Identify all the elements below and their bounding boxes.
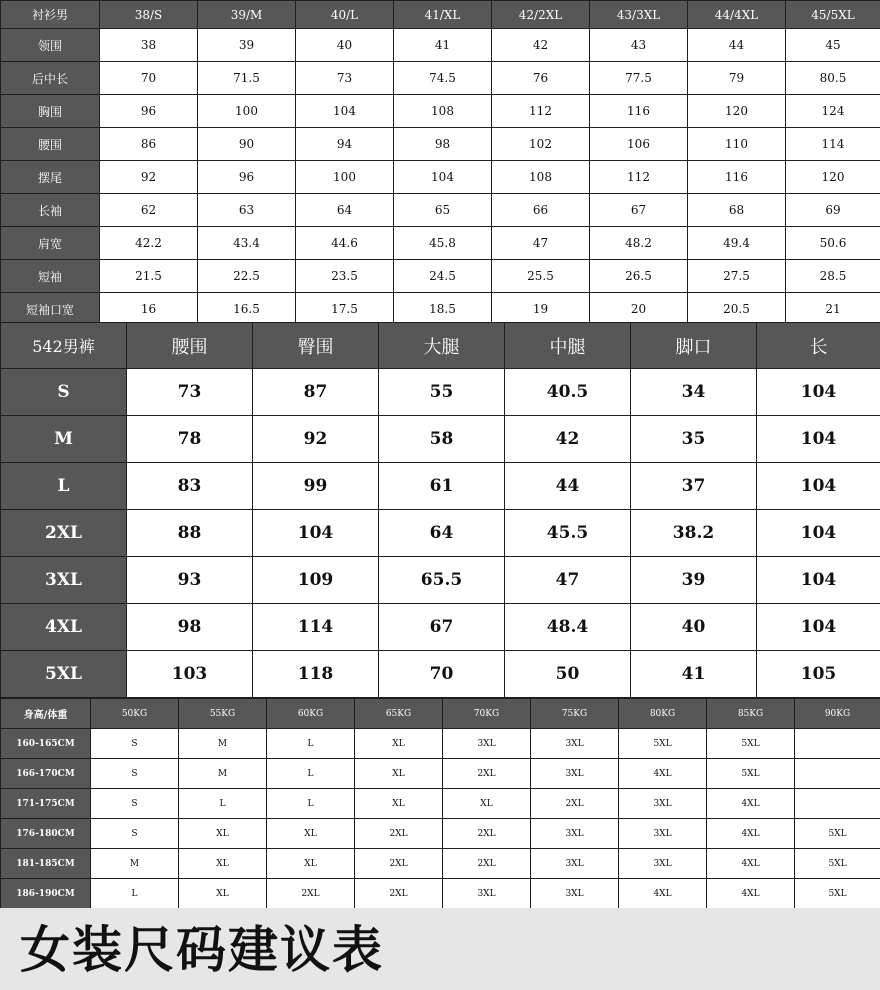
shirt-header-row (1, 1, 880, 29)
table-cell: 48.2 (590, 227, 688, 260)
table-cell: 79 (688, 62, 786, 95)
table-cell: 104 (253, 510, 379, 557)
shirt-row-label: 肩宽 (1, 227, 100, 260)
shirt-row-label: 短袖口宽 (1, 293, 100, 326)
table-cell: 69 (786, 194, 880, 227)
shirt-corner-label: 衬衫男 (1, 1, 100, 29)
table-cell: 16.5 (198, 293, 296, 326)
height-row-label: 181-185CM (1, 849, 91, 879)
table-cell: 78 (127, 416, 253, 463)
table-cell: 124 (786, 95, 880, 128)
height-row-label: 166-170CM (1, 759, 91, 789)
pants-row-label: 3XL (1, 557, 127, 604)
table-row (1, 369, 880, 416)
table-cell: 83 (127, 463, 253, 510)
table-cell: 2XL (443, 759, 531, 789)
table-cell: 5XL (707, 759, 795, 789)
table-cell: 5XL (795, 849, 880, 879)
table-cell: 88 (127, 510, 253, 557)
table-cell: 43.4 (198, 227, 296, 260)
table-cell: 92 (253, 416, 379, 463)
pants-row-label: L (1, 463, 127, 510)
table-cell: 108 (394, 95, 492, 128)
pants-column-header: 腰围 (127, 323, 253, 369)
table-cell: 104 (757, 369, 880, 416)
pants-column-header: 臀围 (253, 323, 379, 369)
table-cell: 64 (379, 510, 505, 557)
weight-column-header: 85KG (707, 699, 795, 729)
pants-row-label: 2XL (1, 510, 127, 557)
table-cell: 74.5 (394, 62, 492, 95)
shirt-row-label: 胸围 (1, 95, 100, 128)
weight-column-header: 60KG (267, 699, 355, 729)
table-cell: 65 (394, 194, 492, 227)
height-row-label: 186-190CM (1, 879, 91, 909)
table-cell: 5XL (619, 729, 707, 759)
shirt-size-header: 43/3XL (590, 1, 688, 29)
table-cell: 4XL (707, 819, 795, 849)
table-cell: 45.5 (505, 510, 631, 557)
table-cell: 45 (786, 29, 880, 62)
table-cell: 40.5 (505, 369, 631, 416)
table-cell: 49.4 (688, 227, 786, 260)
table-cell: 24.5 (394, 260, 492, 293)
table-cell: 120 (786, 161, 880, 194)
table-cell: 20 (590, 293, 688, 326)
table-cell: 18.5 (394, 293, 492, 326)
table-cell: 118 (253, 651, 379, 698)
table-cell: XL (267, 819, 355, 849)
table-cell: 2XL (267, 879, 355, 909)
shirt-size-header: 44/4XL (688, 1, 786, 29)
table-cell: 38 (100, 29, 198, 62)
table-cell: 2XL (443, 849, 531, 879)
shirt-size-table (0, 0, 880, 326)
table-cell: S (91, 759, 179, 789)
table-cell: 98 (394, 128, 492, 161)
pants-row-label: M (1, 416, 127, 463)
table-cell: 38.2 (631, 510, 757, 557)
table-cell: 116 (688, 161, 786, 194)
table-cell: 104 (757, 604, 880, 651)
table-cell: 112 (492, 95, 590, 128)
table-cell: 104 (296, 95, 394, 128)
table-cell: 50 (505, 651, 631, 698)
table-cell: 27.5 (688, 260, 786, 293)
weight-column-header: 80KG (619, 699, 707, 729)
table-cell: XL (267, 849, 355, 879)
shirt-row-label: 后中长 (1, 62, 100, 95)
pants-column-header: 脚口 (631, 323, 757, 369)
table-cell: 80.5 (786, 62, 880, 95)
suggest-header-row (1, 699, 880, 729)
table-cell: 110 (688, 128, 786, 161)
table-cell: 104 (757, 557, 880, 604)
table-cell: 39 (631, 557, 757, 604)
table-cell: 70 (379, 651, 505, 698)
table-cell: 3XL (443, 729, 531, 759)
pants-column-header: 长 (757, 323, 880, 369)
table-cell: 66 (492, 194, 590, 227)
table-cell: L (267, 729, 355, 759)
table-cell: 64 (296, 194, 394, 227)
table-cell: 112 (590, 161, 688, 194)
table-row (1, 227, 880, 260)
table-cell: 67 (379, 604, 505, 651)
table-cell: 90 (198, 128, 296, 161)
table-cell: 92 (100, 161, 198, 194)
shirt-row-label: 摆尾 (1, 161, 100, 194)
table-cell: 100 (198, 95, 296, 128)
pants-column-header: 中腿 (505, 323, 631, 369)
table-cell: S (91, 819, 179, 849)
table-cell: 104 (757, 463, 880, 510)
table-row (1, 789, 880, 819)
table-row (1, 651, 880, 698)
table-cell: 96 (100, 95, 198, 128)
table-cell: 94 (296, 128, 394, 161)
table-cell: 3XL (531, 729, 619, 759)
suggest-corner-label: 身高/体重 (1, 699, 91, 729)
table-row (1, 849, 880, 879)
table-row (1, 729, 880, 759)
weight-column-header: 50KG (91, 699, 179, 729)
table-cell: 2XL (531, 789, 619, 819)
table-cell: 34 (631, 369, 757, 416)
table-row (1, 29, 880, 62)
table-cell: 96 (198, 161, 296, 194)
table-cell: 3XL (531, 819, 619, 849)
table-cell: M (91, 849, 179, 879)
height-row-label: 176-180CM (1, 819, 91, 849)
table-cell: L (267, 759, 355, 789)
table-cell: 45.8 (394, 227, 492, 260)
table-cell: 3XL (531, 849, 619, 879)
table-cell: XL (355, 789, 443, 819)
pants-column-header: 大腿 (379, 323, 505, 369)
table-cell: M (179, 759, 267, 789)
table-cell: 102 (492, 128, 590, 161)
table-row (1, 557, 880, 604)
shirt-size-header: 41/XL (394, 1, 492, 29)
table-cell: XL (443, 789, 531, 819)
table-cell: 61 (379, 463, 505, 510)
table-cell: M (179, 729, 267, 759)
table-cell: 2XL (355, 819, 443, 849)
table-cell: 20.5 (688, 293, 786, 326)
table-cell: 70 (100, 62, 198, 95)
table-cell: 76 (492, 62, 590, 95)
table-cell: 114 (253, 604, 379, 651)
table-cell: 63 (198, 194, 296, 227)
shirt-size-header: 39/M (198, 1, 296, 29)
weight-column-header: 90KG (795, 699, 880, 729)
table-row (1, 128, 880, 161)
table-cell: 55 (379, 369, 505, 416)
table-cell: 41 (631, 651, 757, 698)
table-row (1, 604, 880, 651)
table-row (1, 463, 880, 510)
table-cell: 3XL (443, 879, 531, 909)
table-row (1, 293, 880, 326)
table-cell: 87 (253, 369, 379, 416)
size-suggestion-table (0, 698, 880, 909)
table-cell: 109 (253, 557, 379, 604)
table-cell: 44 (688, 29, 786, 62)
table-cell: 39 (198, 29, 296, 62)
table-cell: 19 (492, 293, 590, 326)
table-row (1, 416, 880, 463)
table-cell: 114 (786, 128, 880, 161)
table-cell: 50.6 (786, 227, 880, 260)
table-cell: 3XL (619, 789, 707, 819)
table-cell: 77.5 (590, 62, 688, 95)
table-cell: 98 (127, 604, 253, 651)
table-cell: L (179, 789, 267, 819)
table-cell: 105 (757, 651, 880, 698)
weight-column-header: 65KG (355, 699, 443, 729)
banner-title: 女装尺码建议表 (20, 920, 384, 979)
table-cell: 25.5 (492, 260, 590, 293)
table-cell: 5XL (707, 729, 795, 759)
pants-header-row (1, 323, 880, 369)
table-cell: 44 (505, 463, 631, 510)
table-cell: 100 (296, 161, 394, 194)
table-cell: 62 (100, 194, 198, 227)
table-cell: 4XL (619, 879, 707, 909)
table-cell: 42.2 (100, 227, 198, 260)
table-cell (795, 729, 880, 759)
table-cell: 93 (127, 557, 253, 604)
table-cell: 116 (590, 95, 688, 128)
table-cell: 37 (631, 463, 757, 510)
table-cell: 16 (100, 293, 198, 326)
table-cell: S (91, 789, 179, 819)
table-cell: 23.5 (296, 260, 394, 293)
table-cell: 22.5 (198, 260, 296, 293)
table-cell: 5XL (795, 819, 880, 849)
table-row (1, 161, 880, 194)
table-cell: 40 (296, 29, 394, 62)
table-cell: 3XL (531, 759, 619, 789)
table-cell: 43 (590, 29, 688, 62)
table-row (1, 759, 880, 789)
table-cell: XL (179, 849, 267, 879)
table-cell: 2XL (355, 849, 443, 879)
weight-column-header: 70KG (443, 699, 531, 729)
table-cell: 4XL (707, 879, 795, 909)
shirt-size-header: 45/5XL (786, 1, 880, 29)
table-cell: 67 (590, 194, 688, 227)
weight-column-header: 75KG (531, 699, 619, 729)
table-cell: 35 (631, 416, 757, 463)
shirt-size-header: 38/S (100, 1, 198, 29)
table-cell: 47 (492, 227, 590, 260)
table-cell: 4XL (707, 789, 795, 819)
weight-column-header: 55KG (179, 699, 267, 729)
table-row (1, 260, 880, 293)
table-cell: 40 (631, 604, 757, 651)
table-cell: 104 (394, 161, 492, 194)
table-cell: XL (179, 819, 267, 849)
pants-corner-label: 542男裤 (1, 323, 127, 369)
table-cell: XL (179, 879, 267, 909)
shirt-row-label: 腰围 (1, 128, 100, 161)
table-cell: 2XL (355, 879, 443, 909)
table-cell: L (91, 879, 179, 909)
table-row (1, 510, 880, 557)
table-cell: XL (355, 729, 443, 759)
table-cell: 42 (505, 416, 631, 463)
shirt-size-header: 40/L (296, 1, 394, 29)
table-cell: 58 (379, 416, 505, 463)
height-row-label: 160-165CM (1, 729, 91, 759)
table-cell: 3XL (531, 879, 619, 909)
table-cell: 120 (688, 95, 786, 128)
table-cell: 65.5 (379, 557, 505, 604)
table-cell: 103 (127, 651, 253, 698)
table-cell: 26.5 (590, 260, 688, 293)
pants-row-label: S (1, 369, 127, 416)
table-cell: 2XL (443, 819, 531, 849)
table-cell: 4XL (619, 759, 707, 789)
shirt-row-label: 长袖 (1, 194, 100, 227)
table-row (1, 95, 880, 128)
pants-size-table (0, 322, 880, 698)
table-cell: 106 (590, 128, 688, 161)
table-cell: 99 (253, 463, 379, 510)
table-cell: L (267, 789, 355, 819)
banner (0, 908, 880, 990)
table-cell: 104 (757, 416, 880, 463)
table-row (1, 62, 880, 95)
table-cell: S (91, 729, 179, 759)
height-row-label: 171-175CM (1, 789, 91, 819)
table-cell: 21 (786, 293, 880, 326)
table-cell: 71.5 (198, 62, 296, 95)
table-cell: 73 (127, 369, 253, 416)
table-cell: 28.5 (786, 260, 880, 293)
table-row (1, 194, 880, 227)
table-cell: 5XL (795, 879, 880, 909)
table-cell: 21.5 (100, 260, 198, 293)
pants-row-label: 5XL (1, 651, 127, 698)
table-cell: 47 (505, 557, 631, 604)
table-cell: 3XL (619, 849, 707, 879)
table-cell: 86 (100, 128, 198, 161)
table-cell: 104 (757, 510, 880, 557)
table-cell: 73 (296, 62, 394, 95)
pants-row-label: 4XL (1, 604, 127, 651)
table-cell: 44.6 (296, 227, 394, 260)
table-cell: 4XL (707, 849, 795, 879)
shirt-row-label: 领围 (1, 29, 100, 62)
table-cell: 42 (492, 29, 590, 62)
table-cell: 17.5 (296, 293, 394, 326)
shirt-row-label: 短袖 (1, 260, 100, 293)
table-cell: 41 (394, 29, 492, 62)
shirt-size-header: 42/2XL (492, 1, 590, 29)
table-row (1, 819, 880, 849)
table-cell: 108 (492, 161, 590, 194)
table-row (1, 879, 880, 909)
table-cell (795, 759, 880, 789)
table-cell: XL (355, 759, 443, 789)
table-cell: 3XL (619, 819, 707, 849)
table-cell: 68 (688, 194, 786, 227)
table-cell (795, 789, 880, 819)
table-cell: 48.4 (505, 604, 631, 651)
